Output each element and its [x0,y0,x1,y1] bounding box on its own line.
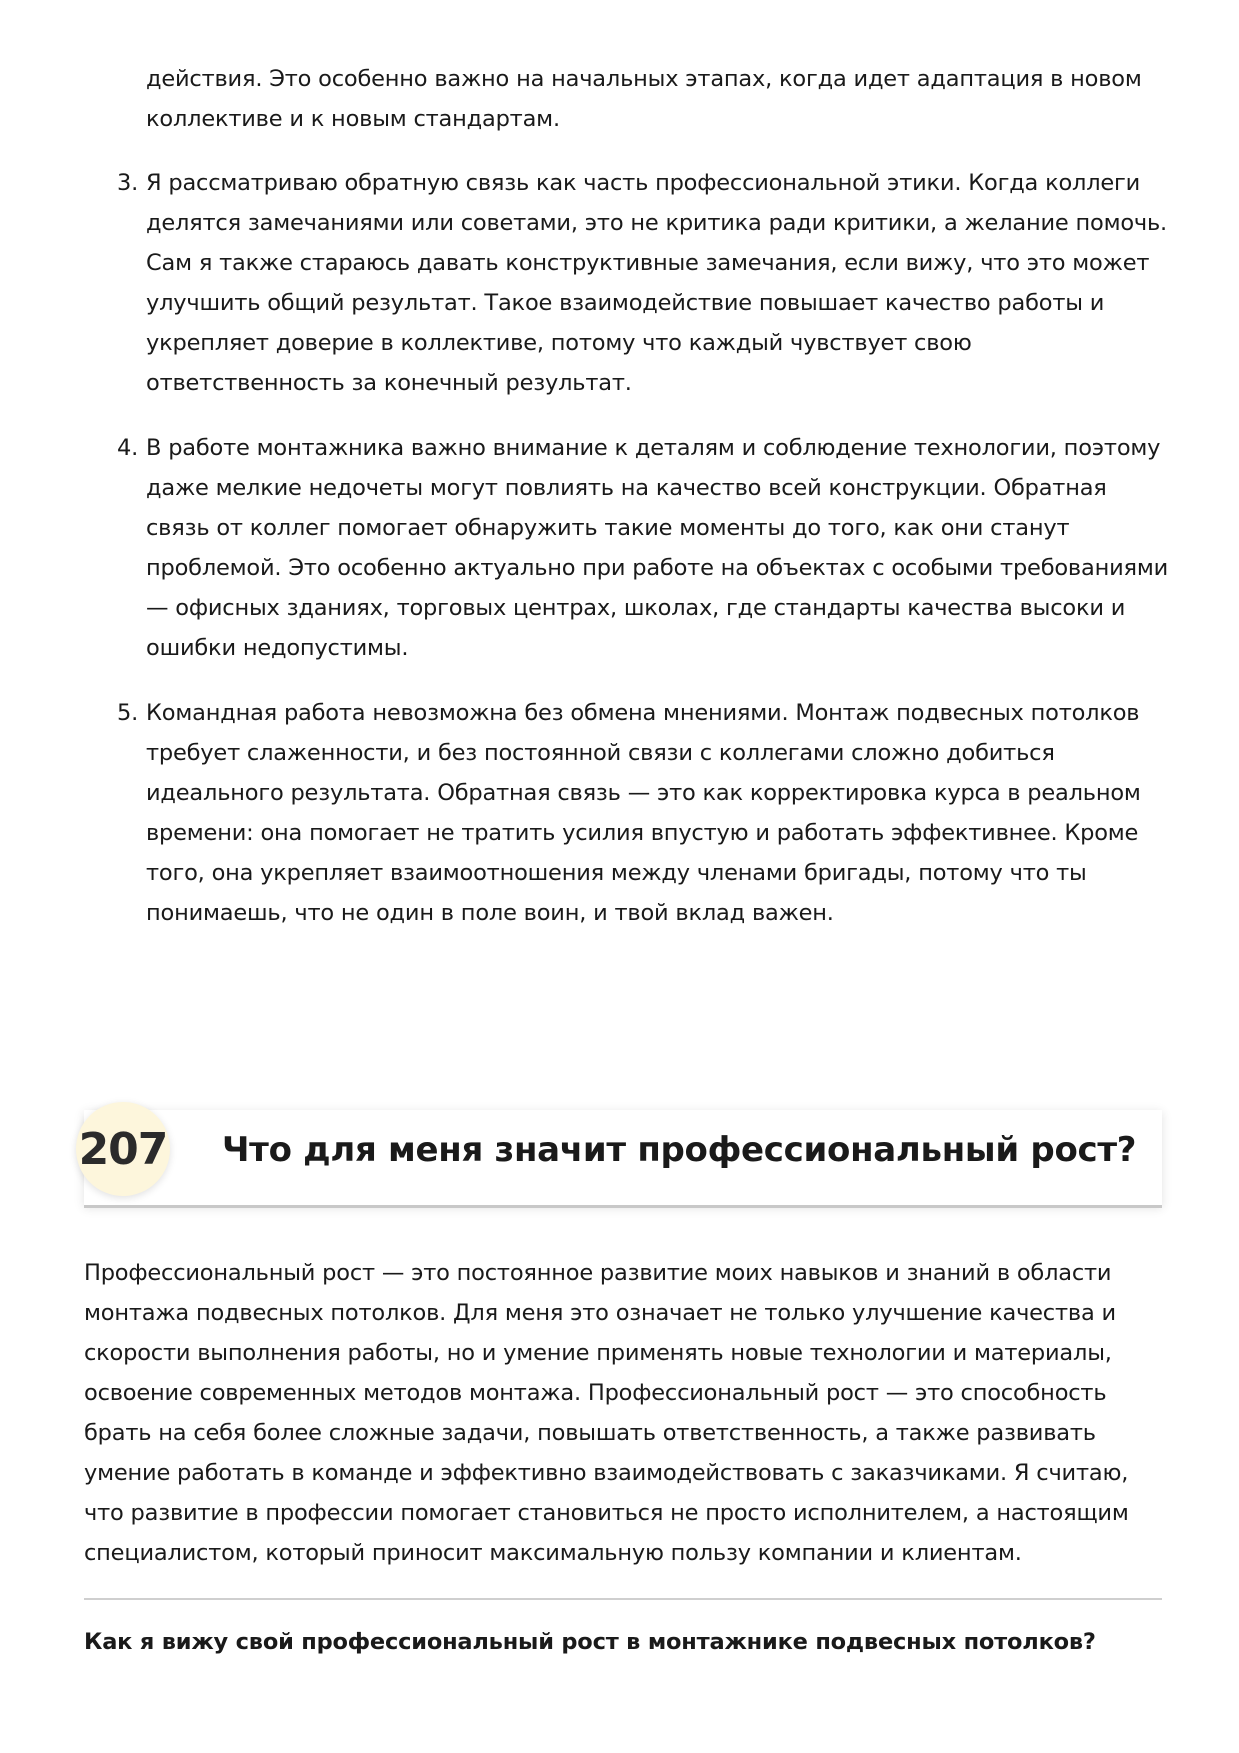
list-item-number: 3. [117,170,139,196]
header-underline [84,1205,1162,1208]
answer-paragraph: Профессиональный рост — это постоянное развитие моих навыков и знаний в области монтажа подвесных потолков. Для меня это означает не только улучшение качества и скорости выполнения работы, но и умение применять новые технологии и материалы, освоение современных методов монтажа. Профессиональный рост — это способность брать на себя более сложные задачи, повышать ответственность, а также развивать умение работать в команде и эффективно взаимодействовать с заказчиками. Я считаю, что развитие в профессии помогает становиться не просто исполнителем, а настоящим специалистом, который приносит максимальную пользу компании и клиентам. [84,1260,1129,1566]
list-item-continuation: действия. Это особенно важно на начальных этапах, когда идет адаптация в новом коллективе и к новым стандартам. [146,66,1142,132]
list-item [117,163,1176,403]
section-divider [84,1598,1162,1600]
list-item-text: Командная работа невозможна без обмена мнениями. Монтаж подвесных потолков требует слаженности, и без постоянной связи с коллегами сложно добиться идеального результата. Обратная связь — это как корректировка курса в реальном времени: она помогает не тратить усилия впустую и работать эффективнее. Кроме того, она укрепляет взаимоотношения между членами бригады, потому что ты понимаешь, что не один в поле воин, и твой вклад важен. [146,700,1141,926]
list-item-number: 4. [117,435,139,461]
question-number-badge: 207 [76,1102,170,1196]
question-header [78,1110,1162,1206]
numbered-list [117,163,1176,958]
list-item [117,693,1176,933]
list-item [117,428,1176,668]
list-item-text: В работе монтажника важно внимание к деталям и соблюдение технологии, поэтому даже мелкие недочеты могут повлиять на качество всей конструкции. Обратная связь от коллег помогает обнаружить такие моменты до того, как они станут проблемой. Это особенно актуально при работе на объектах с особыми требованиями — офисных зданиях, торговых центрах, школах, где стандарты качества высоки и ошибки недопустимы. [146,435,1169,661]
list-item-number: 5. [117,700,139,726]
list-item-text: Я рассматриваю обратную связь как часть профессиональной этики. Когда коллеги делятся замечаниями или советами, это не критика ради критики, а желание помочь. Сам я также стараюсь давать конструктивные замечания, если вижу, что это может улучшить общий результат. Такое взаимодействие повышает качество работы и укрепляет доверие в коллективе, потому что каждый чувствует свою ответственность за конечный результат. [146,170,1168,396]
subheading: Как я вижу свой профессиональный рост в монтажнике подвесных потолков? [84,1629,1096,1655]
question-title: Что для меня значит профессиональный рост? [222,1130,1137,1170]
